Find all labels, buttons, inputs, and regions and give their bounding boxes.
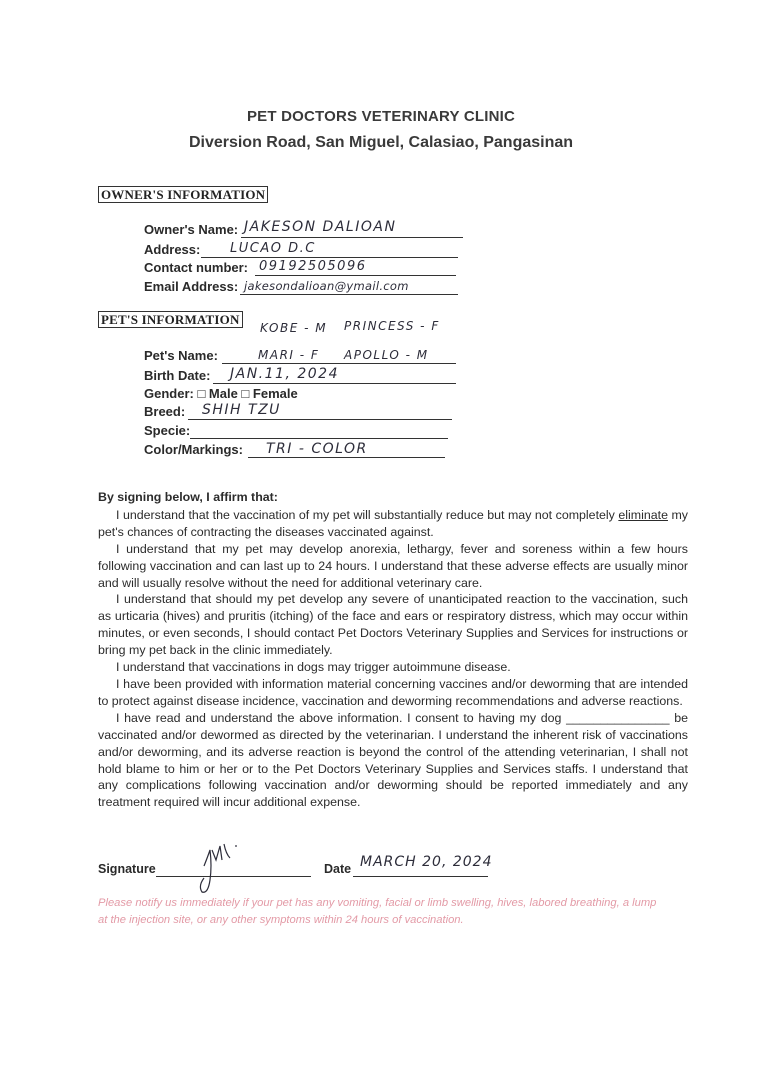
date-value: MARCH 20, 2024 xyxy=(360,854,493,870)
pet-name-value-4: APOLLO - M xyxy=(344,348,429,362)
affirmation-heading: By signing below, I affirm that: xyxy=(98,490,278,504)
clinic-address: Diversion Road, San Miguel, Calasiao, Pangasinan xyxy=(188,134,574,151)
date-label: Date xyxy=(324,862,352,876)
owner-name-label: Owner's Name: xyxy=(144,222,239,237)
pet-name-value-1: KOBE - M xyxy=(260,321,328,335)
pet-color-field xyxy=(144,440,464,458)
pet-birthdate-value: JAN.11, 2024 xyxy=(230,366,339,382)
pet-breed-value: SHIH TZU xyxy=(202,402,281,418)
owner-name-value: JAKESON DALIOAN xyxy=(244,219,397,235)
affirmation-paragraph-4: I understand that vaccinations in dogs may trigger autoimmune disease. xyxy=(116,660,511,675)
owner-address-label: Address: xyxy=(144,242,201,257)
owner-address-field xyxy=(144,240,464,258)
signature-label: Signature xyxy=(98,862,156,876)
pet-specie-label: Specie: xyxy=(144,423,191,438)
affirmation-block xyxy=(98,489,688,811)
owner-email-line xyxy=(240,294,458,295)
pet-specie-line xyxy=(190,438,448,439)
pet-gender-field xyxy=(144,384,464,402)
owner-contact-label: Contact number: xyxy=(144,260,248,275)
owner-contact-line xyxy=(255,275,456,276)
owner-name-field xyxy=(144,220,464,238)
owner-email-label: Email Address: xyxy=(144,279,239,294)
affirmation-paragraph-5: I have been provided with information material concerning vaccines and/or deworming that are intended to protect against disease incidence, vaccination and deworming recommendations and adverse reactions. xyxy=(98,676,688,708)
pet-breed-line xyxy=(188,419,452,420)
pet-name-value-3: MARI - F xyxy=(258,348,320,362)
pet-color-value: TRI - COLOR xyxy=(266,441,368,457)
pet-color-line xyxy=(248,457,445,458)
owner-contact-field xyxy=(144,258,464,276)
pet-breed-field xyxy=(144,402,464,420)
pet-breed-label: Breed: xyxy=(144,404,186,419)
clinic-name: PET DOCTORS VETERINARY CLINIC xyxy=(246,108,516,125)
pet-birthdate-field xyxy=(144,366,464,384)
affirmation-paragraph-6: I have read and understand the above information. I consent to having my dog _______________ be vaccinated and/or dewormed as directed by the veterinarian. I understand the inherent risk of vaccinations and/or deworming, and its adverse reaction is beyond the control of the attending veterinarian, I shall not hold blame to him or her or to the Pet Doctors Veterinary Supplies and Services staffs. I understand that any complications following vaccination and/or deworming should be reported immediately and any treatment required will incur additional expense. xyxy=(98,710,688,810)
pet-name-value-2: PRINCESS - F xyxy=(344,319,440,333)
pet-section-title: PET'S INFORMATION xyxy=(98,311,243,328)
pet-birthdate-label: Birth Date: xyxy=(144,368,211,383)
pet-name-label: Pet's Name: xyxy=(144,348,218,363)
pet-color-label: Color/Markings: xyxy=(144,442,243,457)
owner-email-field xyxy=(144,277,464,295)
owner-address-value: LUCAO D.C xyxy=(230,241,316,256)
owner-name-line xyxy=(241,237,463,238)
affirmation-paragraph-1: I understand that the vaccination of my pet will substantially reduce but may not completely eliminate my pet's chances of contracting the diseases vaccinated against. xyxy=(98,507,688,539)
affirmation-paragraph-3: I understand that should my pet develop any severe of unanticipated reaction to the vaccination, such as urticaria (hives) and pruritis (itching) of the face and ears or respiratory distress, which may occur within minutes, or even seconds, I should contact Pet Doctors Veterinary Supplies and Services for instructions or bring my pet back in the clinic immediately. xyxy=(98,592,688,658)
pet-specie-field xyxy=(144,421,464,439)
pet-name-field xyxy=(144,346,464,364)
date-line xyxy=(353,876,488,877)
vaccination-notice: Please notify us immediately if your pet has any vomiting, facial or limb swelling, hives, labored breathing, a lump at the injection site, or any other symptoms within 24 hours of vaccination. xyxy=(98,897,657,926)
owner-email-value: jakesondalioan@ymail.com xyxy=(244,279,409,293)
owner-section-title: OWNER'S INFORMATION xyxy=(98,186,268,203)
pet-name-line xyxy=(222,363,456,364)
pet-gender-label: Gender: □ Male □ Female xyxy=(144,386,298,401)
owner-contact-value: 09192505096 xyxy=(259,259,367,274)
affirmation-paragraph-2: I understand that my pet may develop anorexia, lethargy, fever and soreness within a few hours following vaccination and can last up to 24 hours. I understand that these adverse effects are usually minor and will usually resolve without the need for additional veterinary care. xyxy=(98,541,688,590)
